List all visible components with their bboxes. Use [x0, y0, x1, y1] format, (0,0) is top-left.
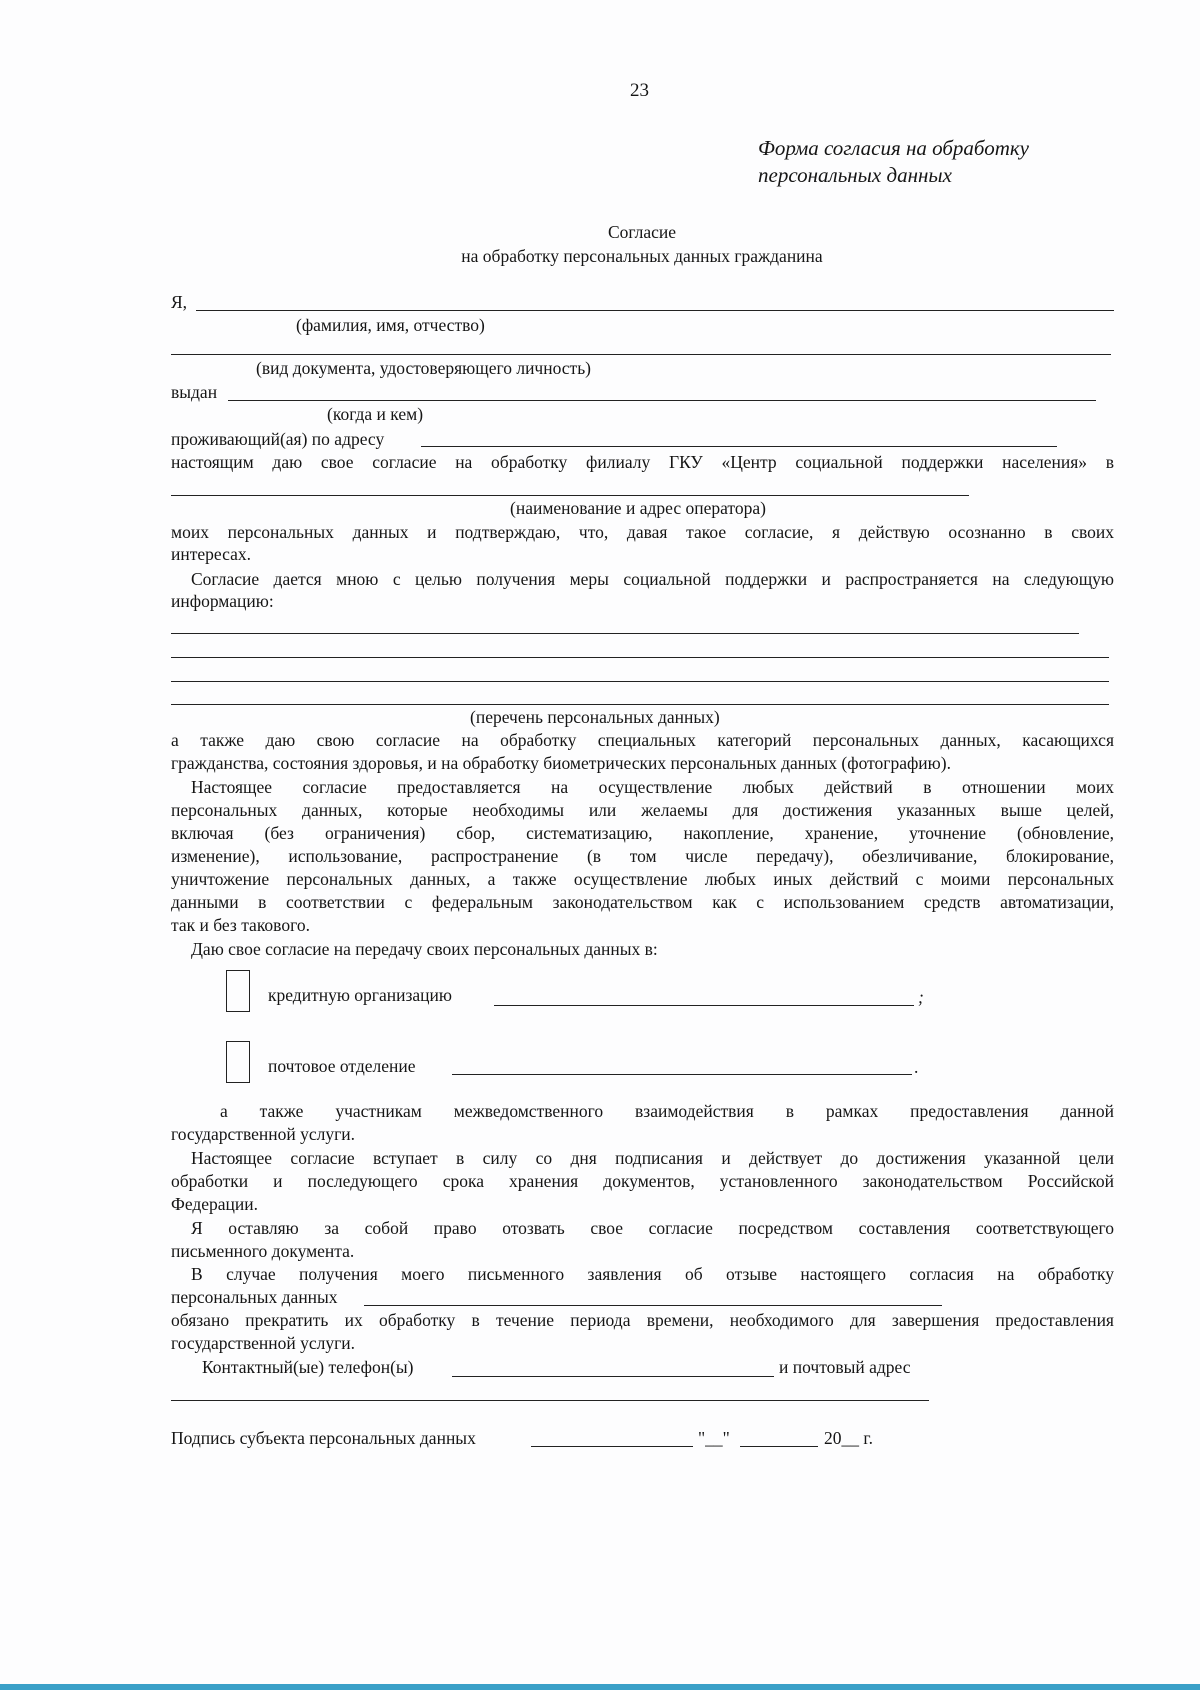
document-caption: (вид документа, удостоверяющего личность): [256, 358, 592, 378]
pd-line-2[interactable]: [171, 657, 1109, 658]
paragraph-7-line-1: Я оставляю за собой право отозвать свое согласие посредством составления соответствующего: [191, 1218, 1114, 1238]
post-office-label: почтовое отделение: [268, 1056, 416, 1076]
paragraph-9-line-1: обязано прекратить их обработку в течение периода времени, необходимого для завершения предоставления: [171, 1310, 1114, 1330]
address-label: проживающий(ая) по адресу: [171, 429, 385, 449]
paragraph-4-line-5: уничтожение персональных данных, а также осуществление любых иных действий с моими персональных: [171, 869, 1114, 889]
paragraph-2-line-1: Согласие дается мною с целью получения меры социальной поддержки и распространяется на следующую: [191, 569, 1114, 589]
address-line[interactable]: [421, 446, 1057, 447]
paragraph-4-line-3: включая (без ограничения) сбор, систематизацию, накопление, хранение, уточнение (обновление,: [171, 823, 1114, 843]
paragraph-1-line-2: интересах.: [171, 544, 251, 564]
signature-line[interactable]: [531, 1446, 693, 1447]
paragraph-5-line-2: государственной услуги.: [171, 1124, 356, 1144]
operator-line[interactable]: [171, 495, 969, 496]
fio-line[interactable]: [196, 310, 1114, 311]
post-office-line[interactable]: [452, 1074, 912, 1075]
contact-address-label: и почтовый адрес: [779, 1357, 911, 1377]
i-label: Я,: [171, 292, 188, 312]
paragraph-4-line-1: Настоящее согласие предоставляется на осуществление любых действий в отношении моих: [191, 777, 1114, 797]
credit-org-line[interactable]: [494, 1005, 914, 1006]
issued-label: выдан: [171, 382, 218, 402]
paragraph-8-line-2: персональных данных: [171, 1287, 338, 1307]
pd-line-4[interactable]: [171, 704, 1109, 705]
paragraph-4-line-7: так и без такового.: [171, 915, 310, 935]
paragraph-6-line-2: обработки и последующего срока хранения документов, установленного законодательством Российской: [171, 1171, 1114, 1191]
credit-org-end: ;: [918, 987, 924, 1007]
fio-caption: (фамилия, имя, отчество): [296, 315, 485, 335]
paragraph-6-line-3: Федерации.: [171, 1194, 259, 1214]
paragraph-8-line-1: В случае получения моего письменного заявления об отзыве настоящего согласия на обработку: [191, 1264, 1114, 1284]
page-number: 23: [630, 80, 649, 101]
heading-title: Согласие: [607, 222, 677, 242]
contact-phone-line[interactable]: [452, 1376, 774, 1377]
paragraph-5-line-1: а также участникам межведомственного взаимодействия в рамках предоставления данной: [220, 1101, 1114, 1121]
form-title-line-2: персональных данных: [758, 163, 952, 187]
paragraph-4-line-6: данными в соответствии с федеральным законодательством как с использованием средств автоматизации,: [171, 892, 1114, 912]
signature-month-line[interactable]: [740, 1446, 818, 1447]
signature-year: 20__ г.: [824, 1428, 873, 1448]
pd-line-3[interactable]: [171, 681, 1109, 682]
signature-date-day: "__": [698, 1428, 730, 1448]
post-office-checkbox[interactable]: [226, 1041, 250, 1083]
pd-caption: (перечень персональных данных): [470, 707, 720, 727]
paragraph-7-line-2: письменного документа.: [171, 1241, 355, 1261]
paragraph-1-line-1: моих персональных данных и подтверждаю, что, давая такое согласие, я действую осознанно в своих: [171, 522, 1114, 542]
paragraph-3-line-2: гражданства, состояния здоровья, и на обработку биометрических персональных данных (фотографию).: [171, 753, 951, 773]
document-line[interactable]: [171, 354, 1111, 355]
transfer-intro: Даю свое согласие на передачу своих персональных данных в:: [191, 939, 658, 959]
issued-caption: (когда и кем): [327, 404, 424, 424]
credit-org-checkbox[interactable]: [226, 970, 250, 1012]
paragraph-4-line-2: персональных данных, которые необходимы или желаемы для достижения указанных выше целей,: [171, 800, 1114, 820]
consent-operator-line: настоящим даю свое согласие на обработку филиалу ГКУ «Центр социальной поддержки населения» в: [171, 452, 1114, 472]
paragraph-9-line-2: государственной услуги.: [171, 1333, 356, 1353]
operator-caption: (наименование и адрес оператора): [510, 498, 766, 518]
paragraph-3-line-1: а также даю свою согласие на обработку специальных категорий персональных данных, касающихся: [171, 730, 1114, 750]
contact-phone-label: Контактный(ые) телефон(ы): [202, 1357, 414, 1377]
signature-label: Подпись субъекта персональных данных: [171, 1428, 476, 1448]
revoke-operator-line[interactable]: [364, 1305, 942, 1306]
issued-line[interactable]: [228, 400, 1096, 401]
paragraph-4-line-4: изменение), использование, распространение (в том числе передачу), обезличивание, блокирование,: [171, 846, 1114, 866]
credit-org-label: кредитную организацию: [268, 985, 452, 1005]
post-office-end: .: [914, 1057, 919, 1077]
form-title-line-1: Форма согласия на обработку: [758, 136, 1030, 160]
paragraph-2-line-2: информацию:: [171, 591, 274, 611]
scan-edge: [0, 1684, 1200, 1690]
contact-address-line[interactable]: [171, 1400, 929, 1401]
paragraph-6-line-1: Настоящее согласие вступает в силу со дня подписания и действует до достижения указанной цели: [191, 1148, 1114, 1168]
pd-line-1[interactable]: [171, 633, 1079, 634]
heading-subtitle: на обработку персональных данных гражданина: [461, 246, 823, 266]
